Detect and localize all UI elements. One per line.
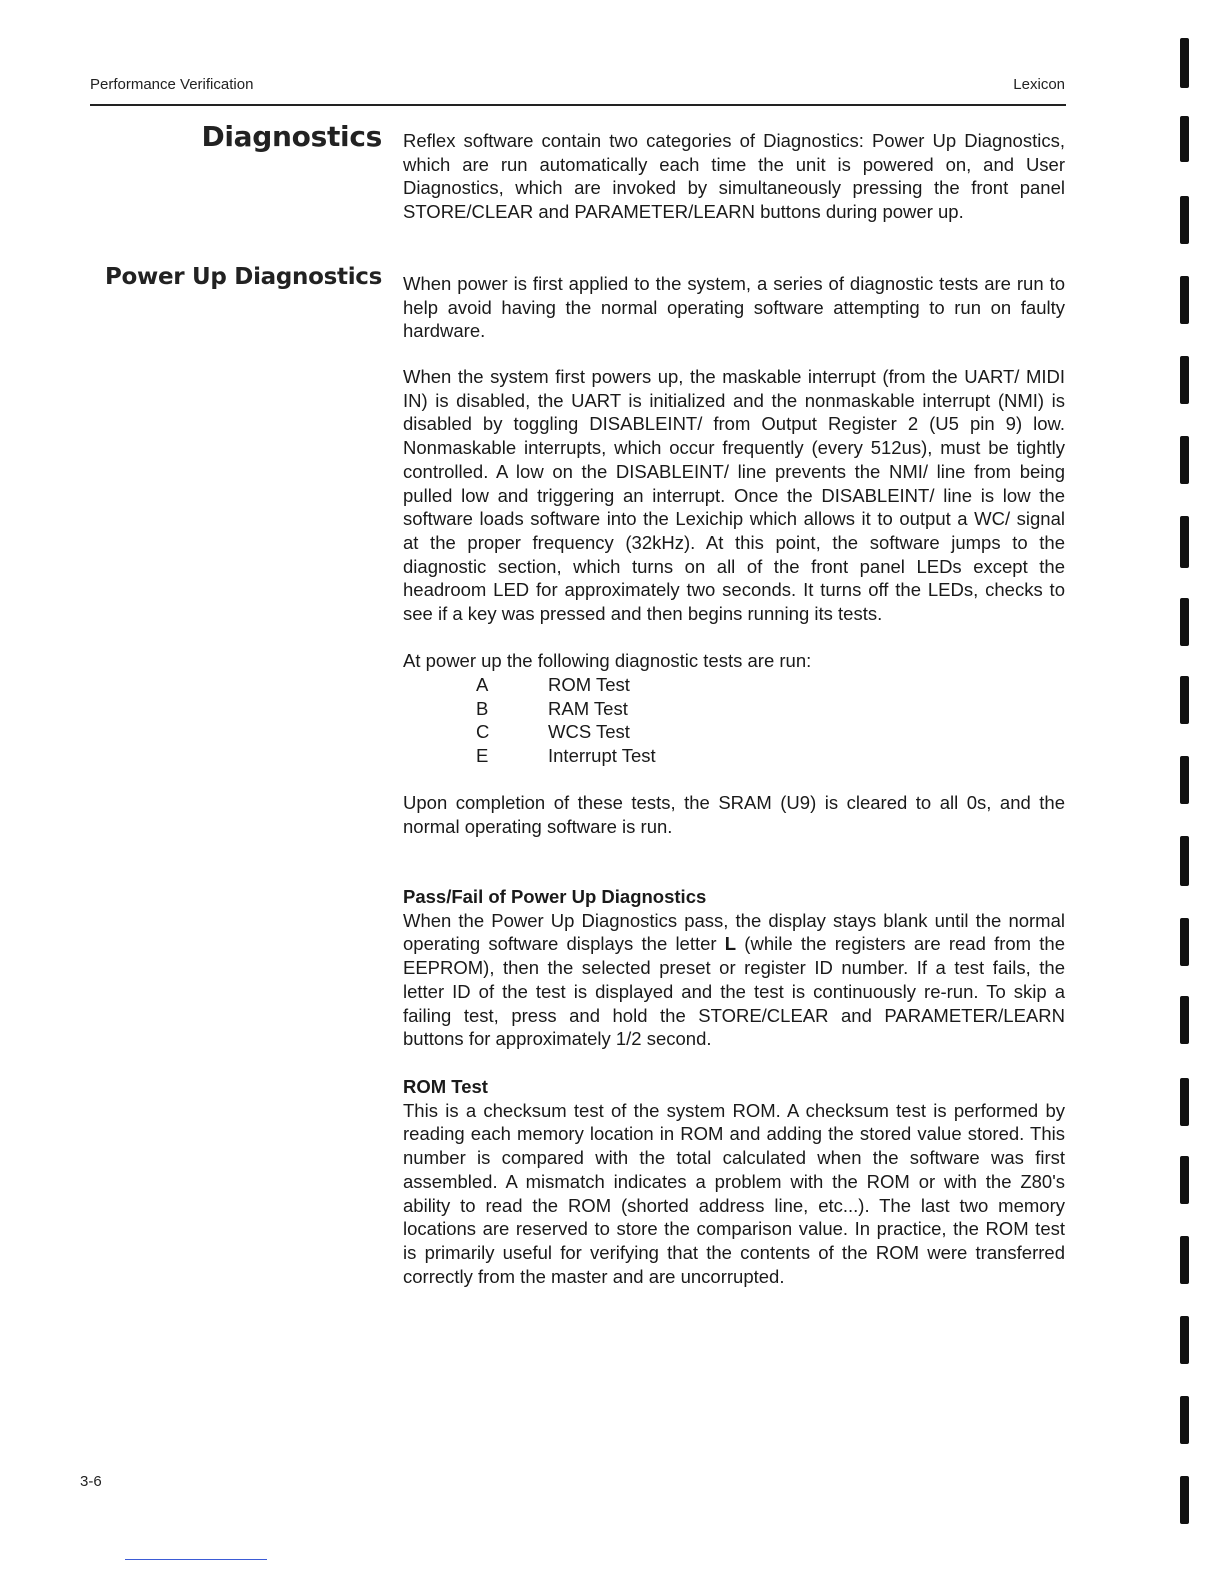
- edge-mark: [1180, 1236, 1189, 1284]
- pass-fail-text: [403, 909, 1065, 1051]
- edge-mark: [1180, 1316, 1189, 1364]
- test-name: WCS Test: [548, 721, 630, 743]
- edge-mark: [1180, 196, 1189, 244]
- power-up-text-3: At power up the following diagnostic tests are run:: [403, 650, 812, 671]
- edge-mark: [1180, 356, 1189, 404]
- edge-mark: [1180, 436, 1189, 484]
- power-up-paragraph-4: [403, 791, 1065, 838]
- test-code: E: [476, 745, 489, 767]
- page-number: 3-6: [80, 1473, 102, 1490]
- edge-mark: [1180, 918, 1189, 966]
- test-name: RAM Test: [548, 697, 628, 719]
- edge-mark: [1180, 676, 1189, 724]
- edge-mark: [1180, 598, 1189, 646]
- rom-test-text: This is a checksum test of the system ROM. A checksum test is performed by reading each memory location in ROM and adding the stored value stored. This number is compared with the total calculated when the software was first assembled. A mismatch indicates a problem with the ROM or with the Z80's ability to read the ROM (shorted address line, etc...). The last two memory locations are reserved to store the comparison value. In practice, the ROM test is primarily useful for verifying that the contents of the ROM were transferred correctly from the master and are uncorrupted.: [403, 1099, 1065, 1287]
- edge-mark: [1180, 996, 1189, 1044]
- test-name: Interrupt Test: [548, 745, 656, 767]
- test-code: C: [476, 721, 490, 743]
- edge-mark: [1180, 1476, 1189, 1524]
- edge-mark: [1180, 756, 1189, 804]
- footer-underline: [125, 1559, 267, 1560]
- page-header: [90, 76, 1065, 93]
- power-up-text-4: Upon completion of these tests, the SRAM (U9) is cleared to all 0s, and the normal operating software is run.: [403, 792, 1065, 837]
- test-code: A: [476, 674, 489, 695]
- pass-fail-letter: L: [724, 933, 737, 955]
- test-code: B: [476, 697, 489, 719]
- header-brand: Lexicon: [1013, 76, 1065, 93]
- power-up-paragraph-3: [403, 649, 1065, 673]
- power-up-text-2: When the system first powers up, the maskable interrupt (from the UART/ MIDI IN) is disabled, the UART is initialized and the nonmaskable interrupt (NMI) is disabled by toggling DISABLEINT/ from Output Register 2 (U5 pin 9) low. Nonmaskable interrupts, which occur frequently (every 512us), must be tightly controlled. A low on the DISABLEINT/ line prevents the NMI/ line from being pulled low and triggering an interrupt. Once the DISABLEINT/ line is low the software loads software into the Lexichip which allows it to output a WC/ signal at the proper frequency (32kHz). At this point, the software jumps to the diagnostic section, which turns on all of the front panel LEDs except the headroom LED for approximately two seconds. It turns off the LEDs, checks to see if a key was pressed and then begins running its tests.: [403, 366, 1065, 625]
- edge-mark: [1180, 276, 1189, 324]
- edge-mark: [1180, 1396, 1189, 1444]
- edge-mark: [1180, 516, 1189, 568]
- pass-fail-section: [403, 885, 1065, 1051]
- edge-mark: [1180, 1078, 1189, 1126]
- header-section-title: Performance Verification: [90, 76, 254, 93]
- rom-test-section: [403, 1075, 1065, 1288]
- pass-fail-heading: Pass/Fail of Power Up Diagnostics: [403, 886, 707, 907]
- test-name: ROM Test: [548, 674, 630, 695]
- binding-edge-marks: [1176, 0, 1200, 1584]
- pass-fail-text-a: When the Power Up Diagnostics pass, the display stays blank until the normal operating software displays the letter: [403, 909, 1065, 955]
- power-up-paragraph-1: [403, 272, 1065, 343]
- edge-mark: [1180, 836, 1189, 886]
- diagnostics-heading: Diagnostics: [201, 120, 382, 153]
- power-up-diagnostics-heading: Power Up Diagnostics: [104, 264, 382, 290]
- power-up-text-1: When power is first applied to the system, a series of diagnostic tests are run to help avoid having the normal operating software attempting to run on faulty hardware.: [403, 273, 1065, 342]
- intro-text: Reflex software contain two categories of Diagnostics: Power Up Diagnostics, which are run automatically each time the unit is powered on, and User Diagnostics, which are invoked by simultaneously pressing the front panel STORE/CLEAR and PARAMETER/LEARN buttons during power up.: [403, 130, 1065, 223]
- header-divider: [90, 104, 1066, 106]
- pass-fail-text-b: (while the registers are read from the EEPROM), then the selected preset or register ID number. If a test fails, the letter ID of the test is displayed and the test is continuously re-run. To skip a failing test, press and hold the STORE/CLEAR and PARAMETER/LEARN buttons for approximately 1/2 second.: [403, 933, 1065, 1050]
- rom-test-heading: ROM Test: [403, 1076, 488, 1097]
- intro-paragraph: [403, 129, 1065, 224]
- edge-mark: [1180, 1156, 1189, 1204]
- power-up-paragraph-2: [403, 365, 1065, 626]
- edge-mark: [1180, 116, 1189, 162]
- edge-mark: [1180, 38, 1189, 88]
